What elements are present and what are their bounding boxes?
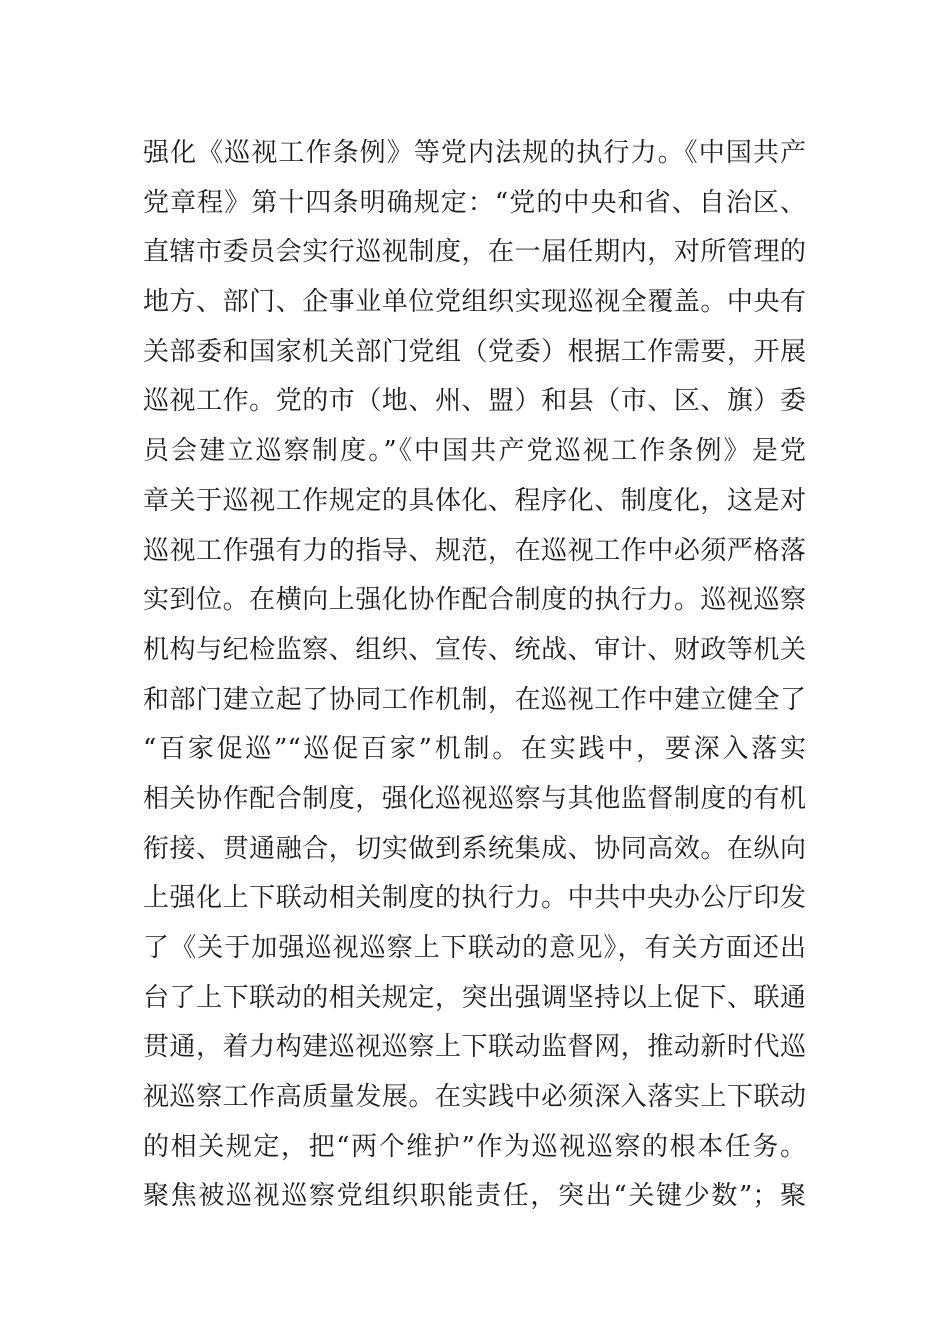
text-line: 的相关规定，把“两个维护”作为巡视巡察的根本任务。	[143, 1131, 806, 1162]
text-line: “百家促巡”“巡促百家”机制。在实践中，要深入落实	[143, 734, 806, 765]
text-line: 聚焦被巡视巡察党组织职能责任，突出“关键少数”；聚	[143, 1181, 806, 1212]
text-line: 党章程》第十四条明确规定：“党的中央和省、自治区、	[143, 187, 806, 218]
document-body	[143, 129, 806, 1222]
text-line: 直辖市委员会实行巡视制度，在一届任期内，对所管理的	[143, 237, 806, 268]
text-line: 贯通，着力构建巡视巡察上下联动监督网，推动新时代巡	[143, 1032, 806, 1063]
text-line: 巡视工作强有力的指导、规范，在巡视工作中必须严格落	[143, 535, 806, 566]
text-line: 机构与纪检监察、组织、宣传、统战、审计、财政等机关	[143, 634, 806, 665]
text-line: 衔接、贯通融合，切实做到系统集成、协同高效。在纵向	[143, 833, 806, 864]
text-line: 了《关于加强巡视巡察上下联动的意见》，有关方面还出	[143, 933, 806, 963]
text-line: 员会建立巡察制度。”《中国共产党巡视工作条例》是党	[143, 436, 806, 467]
text-line: 视巡察工作高质量发展。在实践中必须深入落实上下联动	[143, 1082, 806, 1113]
text-line: 上强化上下联动相关制度的执行力。中共中央办公厅印发	[143, 883, 806, 914]
text-line: 和部门建立起了协同工作机制，在巡视工作中建立健全了	[143, 684, 806, 715]
text-line: 实到位。在横向上强化协作配合制度的执行力。巡视巡察	[143, 585, 806, 616]
text-line: 相关协作配合制度，强化巡视巡察与其他监督制度的有机	[143, 783, 806, 814]
text-line: 强化《巡视工作条例》等党内法规的执行力。《中国共产	[143, 138, 806, 168]
text-line: 关部委和国家机关部门党组（党委）根据工作需要，开展	[143, 336, 806, 367]
text-line: 地方、部门、企事业单位党组织实现巡视全覆盖。中央有	[143, 287, 806, 318]
text-line: 章关于巡视工作规定的具体化、程序化、制度化，这是对	[143, 485, 806, 516]
text-line: 台了上下联动的相关规定，突出强调坚持以上促下、联通	[143, 982, 806, 1013]
text-line: 巡视工作。党的市（地、州、盟）和县（市、区、旗）委	[143, 386, 806, 417]
